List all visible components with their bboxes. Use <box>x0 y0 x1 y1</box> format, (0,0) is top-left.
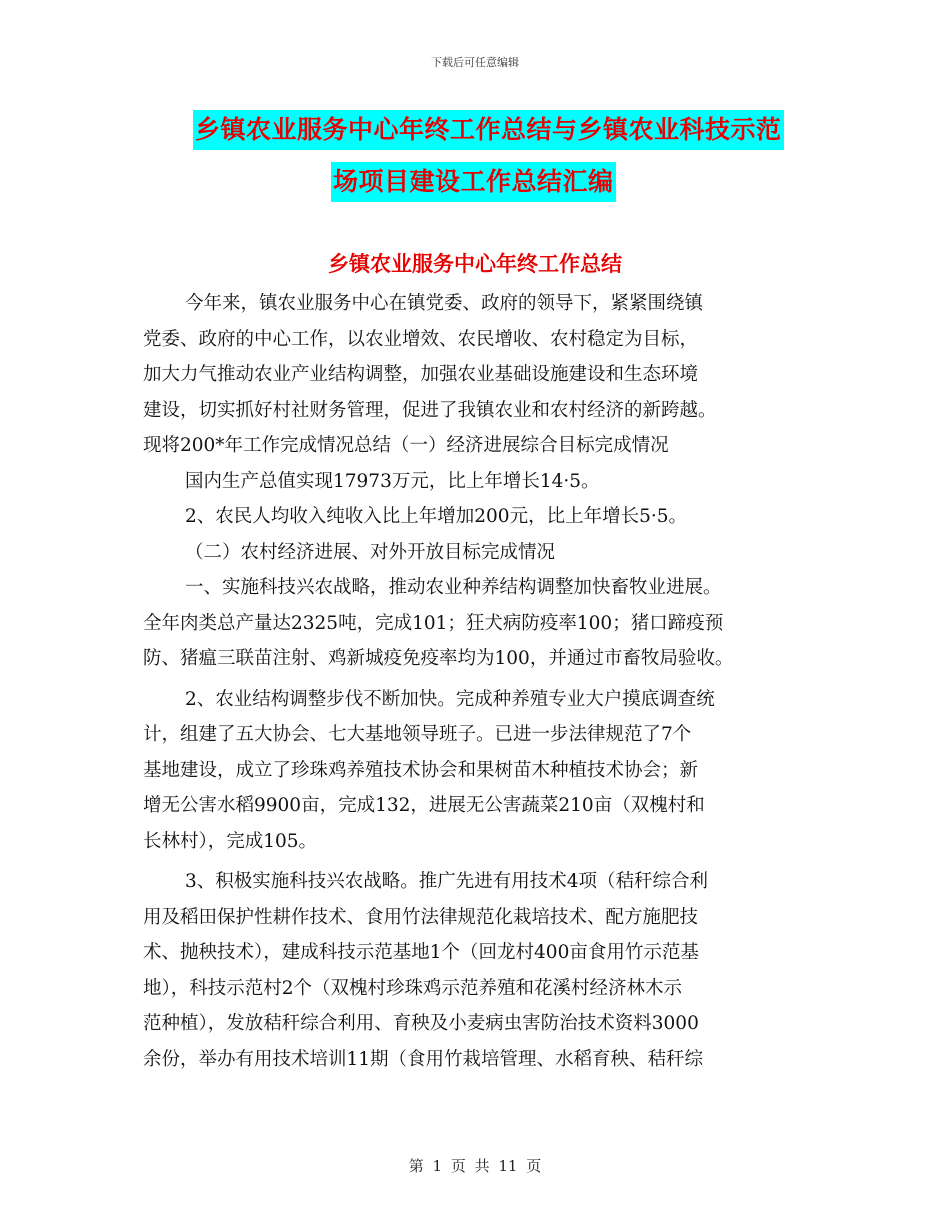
body-line: 建设，切实抓好村社财务管理，促进了我镇农业和农村经济的新跨越。 <box>143 399 717 421</box>
body-line: 基地建设，成立了珍珠鸡养殖技术协会和果树苗木种植技术协会；新 <box>143 759 699 781</box>
body-line: 3、积极实施科技兴农战略。推广先进有用技术4项（秸秆综合利 <box>185 871 709 892</box>
body-line: 党委、政府的中心工作，以农业增效、农民增收、农村稳定为目标， <box>143 328 699 350</box>
body-line: 术、抛秧技术），建成科技示范基地1个（回龙村400亩食用竹示范基 <box>143 942 699 963</box>
body-line: （二）农村经济进展、对外开放目标完成情况 <box>185 541 556 563</box>
body-line: 范种植），发放秸秆综合利用、育秧及小麦病虫害防治技术资料3000 <box>143 1013 699 1034</box>
section-title: 乡镇农业服务中心年终工作总结 <box>328 252 622 276</box>
body-line: 防、猪瘟三联苗注射、鸡新城疫免疫率均为100，并通过市畜牧局验收。 <box>143 648 734 669</box>
body-line: 用及稻田保护性耕作技术、食用竹法律规范化栽培技术、配方施肥技 <box>143 906 699 928</box>
body-line: 余份，举办有用技术培训11期（食用竹栽培管理、水稻育秧、秸秆综 <box>143 1048 704 1070</box>
body-line: 今年来，镇农业服务中心在镇党委、政府的领导下，紧紧围绕镇 <box>185 293 704 314</box>
page-footer: 第 1 页 共 11 页 <box>408 1157 542 1175</box>
title-line-1: 乡镇农业服务中心年终工作总结与乡镇农业科技示范 <box>193 110 784 150</box>
title-line-2: 场项目建设工作总结汇编 <box>331 162 616 202</box>
body-line: 国内生产总值实现17973万元，比上年增长14·5。 <box>185 470 600 492</box>
document-title <box>0 110 950 202</box>
body-line: 现将200*年工作完成情况总结（一）经济进展综合目标完成情况 <box>143 435 669 456</box>
body-line: 一、实施科技兴农战略，推动农业种养结构调整加快畜牧业进展。 <box>185 577 722 598</box>
body-line: 长林村），完成105。 <box>143 830 318 852</box>
body-text <box>143 286 813 1077</box>
header-note: 下载后可任意编辑 <box>431 56 519 69</box>
body-line: 计，组建了五大协会、七大基地领导班子。已进一步法律规范了7个 <box>143 724 692 745</box>
body-line: 2、农民人均收入纯收入比上年增加200元，比上年增长5·5。 <box>185 506 688 527</box>
body-line: 地），科技示范村2个（双槐村珍珠鸡示范养殖和花溪村经济林木示 <box>143 977 683 999</box>
body-line: 增无公害水稻9900亩，完成132，进展无公害蔬菜210亩（双槐村和 <box>143 795 705 816</box>
body-line: 全年肉类总产量达2325吨，完成101；狂犬病防疫率100；猪口蹄疫预 <box>143 612 724 634</box>
body-line: 加大力气推动农业产业结构调整，加强农业基础设施建设和生态环境 <box>143 364 699 385</box>
body-line: 2、农业结构调整步伐不断加快。完成种养殖专业大户摸底调查统 <box>185 688 715 710</box>
